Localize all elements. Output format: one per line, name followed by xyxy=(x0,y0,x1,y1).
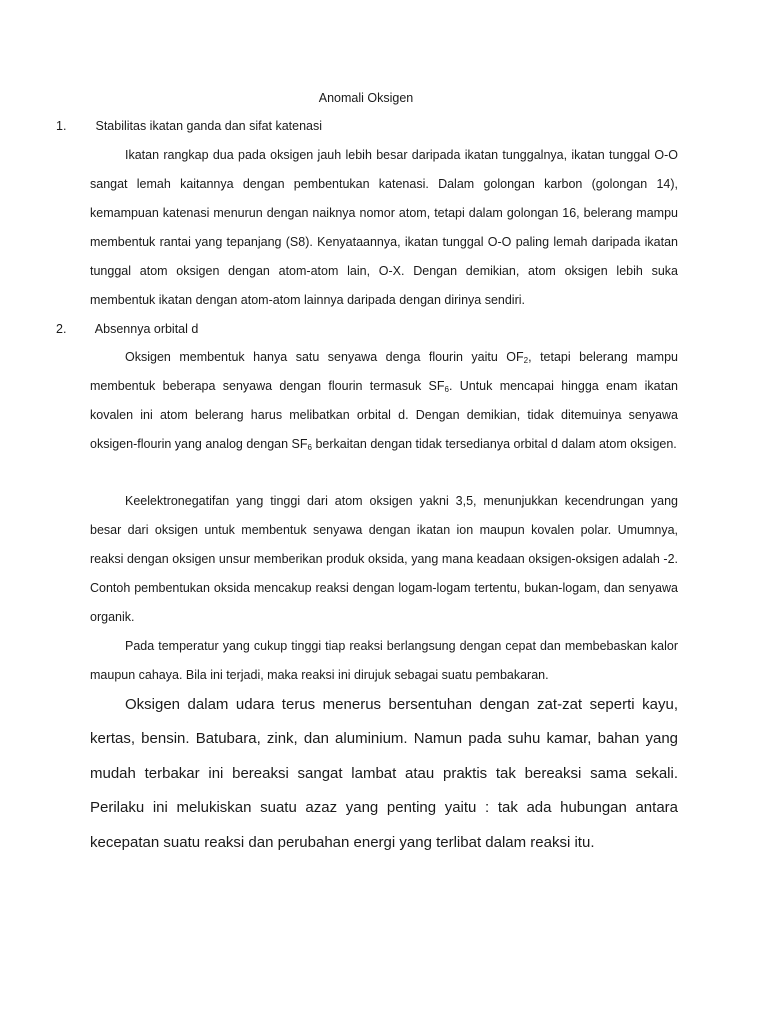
section-2-heading xyxy=(56,320,198,338)
section-2-paragraph-3 xyxy=(90,632,678,690)
section-2-p1-text-d: berkaitan dengan tidak tersedianya orbital d dalam atom oksigen. xyxy=(311,437,677,451)
section-2-title: Absennya orbital d xyxy=(94,322,199,336)
section-1-heading xyxy=(56,117,322,135)
document-title: Anomali Oksigen xyxy=(318,91,414,105)
section-2-p3-text: Pada temperatur yang cukup tinggi tiap reaksi berlangsung dengan cepat dan membebaskan kalor maupun cahaya. Bila ini terjadi, maka reaksi ini dirujuk sebagai suatu pembakaran. xyxy=(90,639,678,682)
section-2-p1-text-a: Oksigen membentuk hanya satu senyawa denga flourin yaitu OF xyxy=(125,350,524,364)
section-2-paragraph-1 xyxy=(90,343,678,459)
section-2-paragraph-2 xyxy=(90,487,678,632)
subscript-6-second: 6 xyxy=(307,443,312,452)
section-1-paragraph xyxy=(90,141,678,315)
section-2-number: 2. xyxy=(56,322,67,336)
section-1-paragraph-text: Ikatan rangkap dua pada oksigen jauh lebih besar daripada ikatan tunggalnya, ikatan tunggal O-O sangat lemah kaitannya dengan pembentukan katenasi. Dalam golongan karbon (golongan 14), kemampuan katenasi menurun dengan naiknya nomor atom, tetapi dalam golongan 16, belerang mampu membentuk rantai yang tepanjang (S8). Kenyataannya, ikatan tunggal O-O paling lemah daripada ikatan tunggal atom oksigen dengan atom-atom lain, O-X. Dengan demikian, atom oksigen lebih suka membentuk ikatan dengan atom-atom lainnya daripada dengan dirinya sendiri. xyxy=(90,148,678,307)
section-2-p2-text: Keelektronegatifan yang tinggi dari atom oksigen yakni 3,5, menunjukkan kecendrungan yang besar dari oksigen untuk membentuk senyawa dengan ikatan ion maupun kovalen polar. Umumnya, reaksi dengan oksigen unsur memberikan produk oksida, yang mana keadaan oksigen-oksigen adalah -2. Contoh pembentukan oksida mencakup reaksi dengan logam-logam tertentu, bukan-logam, dan senyawa organik. xyxy=(90,494,678,624)
section-2-paragraph-4 xyxy=(90,688,678,860)
subscript-2: 2 xyxy=(523,356,529,365)
section-1-title: Stabilitas ikatan ganda dan sifat katenasi xyxy=(95,119,323,133)
section-1-number: 1. xyxy=(56,119,67,133)
section-2-p1-text-b: , tetapi belerang mampu membentuk beberapa senyawa dengan flourin termasuk SF xyxy=(90,350,678,393)
subscript-6: 6 xyxy=(444,385,449,394)
section-2-p4-text: Oksigen dalam udara terus menerus bersentuhan dengan zat-zat seperti kayu, kertas, bensin. Batubara, zink, dan aluminium. Namun pada suhu kamar, bahan yang mudah terbakar ini bereaksi sangat lambat atau praktis tak bereaksi sama sekali. Perilaku ini melukiskan suatu azaz yang penting yaitu : tak ada hubungan antara kecepatan suatu reaksi dan perubahan energi yang terlibat dalam reaksi itu. xyxy=(90,696,678,851)
section-2-p1-text-c: . Untuk mencapai hingga enam ikatan kovalen ini atom belerang harus melibatkan orbital d. Dengan demikian, tidak ditemuinya senyawa oksigen-flourin yang analog dengan SF xyxy=(90,379,678,451)
